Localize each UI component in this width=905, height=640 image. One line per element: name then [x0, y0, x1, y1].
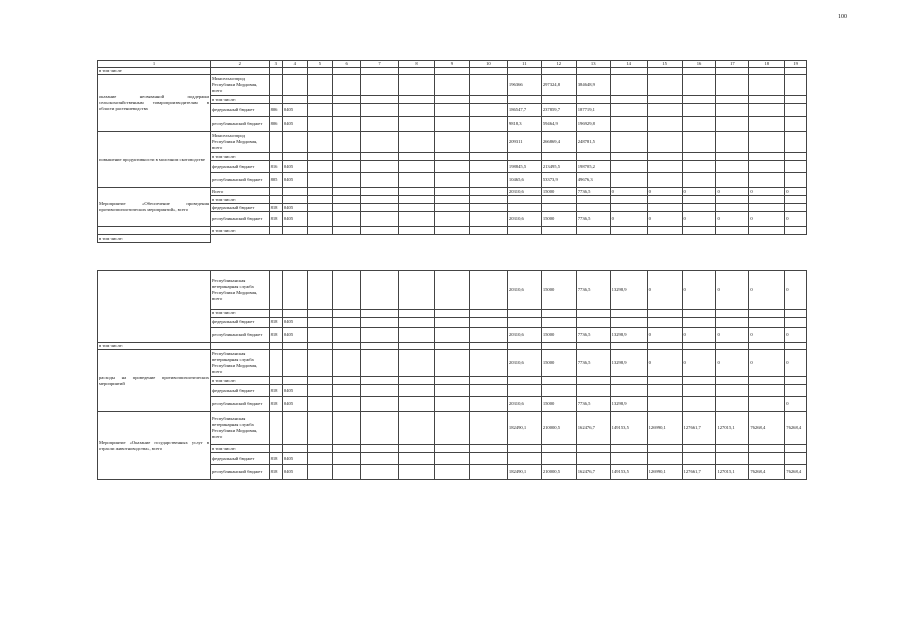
header-cell: 14	[610, 61, 647, 68]
code-cell: 0405	[282, 453, 307, 465]
header-cell: 9	[434, 61, 469, 68]
row-label: в том числе	[98, 68, 211, 75]
value-cell: 15000	[541, 397, 576, 412]
code-cell: 805	[269, 173, 282, 188]
value-cell: 266869,4	[541, 132, 576, 153]
measure-description: Мероприятие «Оказание государственных услуг в отрасли животноводства», всего	[98, 412, 211, 480]
value-cell: 0	[682, 212, 716, 227]
code-cell: 806	[269, 117, 282, 132]
value-cell: 0	[749, 188, 785, 196]
value-cell: 0	[785, 188, 807, 196]
value-cell: 182490,1	[507, 412, 541, 445]
value-cell: 0	[682, 271, 716, 310]
value-cell: 186547,7	[507, 104, 541, 117]
value-cell: 237859,7	[541, 104, 576, 117]
header-cell: 10	[469, 61, 507, 68]
value-cell: 0	[610, 212, 647, 227]
budget-type: федеральный бюджет	[211, 385, 270, 397]
value-cell: 248781,5	[576, 132, 610, 153]
value-cell: 76268,4	[785, 465, 807, 480]
code-cell: 818	[269, 397, 282, 412]
table-row	[98, 412, 807, 445]
value-cell: 162476,7	[576, 465, 610, 480]
budget-type: республиканский бюджет	[211, 117, 270, 132]
value-cell: 0	[610, 188, 647, 196]
value-cell: 0	[785, 397, 807, 412]
value-cell: 59464,9	[541, 117, 576, 132]
value-cell: 13298,9	[610, 397, 647, 412]
value-cell: 0	[647, 328, 682, 343]
row-label: в том числе:	[98, 235, 211, 243]
value-cell: 13298,9	[610, 350, 647, 377]
value-cell: 0	[647, 188, 682, 196]
executor-name: Минсельхозпрод Республики Мордовия, всего	[211, 75, 270, 96]
value-cell: 15000	[541, 328, 576, 343]
header-cell: 17	[716, 61, 749, 68]
value-cell: 13298,9	[610, 271, 647, 310]
value-cell: 20310,6	[507, 397, 541, 412]
code-cell: 816	[269, 161, 282, 173]
row-label: в том числе:	[211, 196, 270, 204]
budget-type: республиканский бюджет	[211, 465, 270, 480]
value-cell: 149153,5	[610, 412, 647, 445]
budget-type: федеральный бюджет	[211, 161, 270, 173]
row-label: в том числе:	[211, 96, 270, 104]
value-cell: 126990,1	[647, 465, 682, 480]
value-cell: 0	[682, 328, 716, 343]
row-label: в том числе:	[211, 310, 270, 318]
value-cell: 196366	[507, 75, 541, 96]
code-cell: 0405	[282, 318, 307, 328]
header-cell: 7	[361, 61, 399, 68]
code-cell: 0405	[282, 385, 307, 397]
value-cell: 209311	[507, 132, 541, 153]
budget-type: республиканский бюджет	[211, 397, 270, 412]
value-cell: 0	[785, 350, 807, 377]
code-cell: 818	[269, 453, 282, 465]
budget-type: федеральный бюджет	[211, 453, 270, 465]
value-cell: 15000	[541, 188, 576, 196]
value-cell: 13298,9	[610, 328, 647, 343]
code-cell: 0405	[282, 204, 307, 212]
value-cell: 76268,4	[785, 412, 807, 445]
row-label: в том числе:	[211, 445, 270, 453]
code-cell: 818	[269, 385, 282, 397]
value-cell: 127661,7	[682, 465, 716, 480]
value-cell: 76268,4	[749, 465, 785, 480]
value-cell: 127661,7	[682, 412, 716, 445]
column-number-row	[98, 61, 807, 68]
table-row	[98, 227, 807, 235]
value-cell: 182490,1	[507, 465, 541, 480]
code-cell: 0405	[282, 104, 307, 117]
measure-description: оказание несвязанной поддержки сельскохозяйственным товаропроизводителям в области растениеводства	[98, 75, 211, 132]
value-cell: 127015,1	[716, 465, 749, 480]
executor-name: Республиканская ветеринарная служба Республики Мордовия, всего	[211, 412, 270, 445]
value-cell	[647, 397, 682, 412]
value-cell: 0	[716, 188, 749, 196]
value-cell: 20310,6	[507, 271, 541, 310]
value-cell: 0	[682, 188, 716, 196]
measure-description: Мероприятие «Обеспечение проведения противоэпизоотических мероприятий», всего	[98, 188, 211, 227]
code-cell: 0405	[282, 117, 307, 132]
value-cell: 0	[716, 328, 749, 343]
value-cell: 0	[749, 271, 785, 310]
table-row	[98, 235, 807, 243]
value-cell: 198705,2	[576, 161, 610, 173]
value-cell	[716, 397, 749, 412]
value-cell: 7736,5	[576, 328, 610, 343]
code-cell: 806	[269, 104, 282, 117]
budget-type: республиканский бюджет	[211, 173, 270, 188]
value-cell: 187719,1	[576, 104, 610, 117]
code-cell: 0405	[282, 465, 307, 480]
value-cell: 0	[716, 271, 749, 310]
value-cell: 7736,5	[576, 397, 610, 412]
value-cell: 15000	[541, 212, 576, 227]
value-cell: 0	[716, 350, 749, 377]
value-cell: 384648,9	[576, 75, 610, 96]
table-row	[98, 343, 807, 350]
code-cell: 0405	[282, 212, 307, 227]
value-cell: 213495,5	[541, 161, 576, 173]
value-cell: 0	[647, 350, 682, 377]
header-cell: 6	[333, 61, 361, 68]
value-cell: 198845,5	[507, 161, 541, 173]
code-cell: 0405	[282, 161, 307, 173]
value-cell: 53373,9	[541, 173, 576, 188]
header-cell: 4	[282, 61, 307, 68]
budget-type: республиканский бюджет	[211, 328, 270, 343]
value-cell: 0	[647, 271, 682, 310]
value-cell: 20310,6	[507, 350, 541, 377]
value-cell: 0	[749, 350, 785, 377]
value-cell: 149153,5	[610, 465, 647, 480]
value-cell: 127015,1	[716, 412, 749, 445]
budget-type: федеральный бюджет	[211, 204, 270, 212]
header-cell: 16	[682, 61, 716, 68]
budget-type: федеральный бюджет	[211, 318, 270, 328]
table-row	[98, 350, 807, 377]
value-cell: 7736,5	[576, 212, 610, 227]
measure-description: повышение продуктивности в молочном скотоводстве	[98, 132, 211, 188]
value-cell: 20310,6	[507, 328, 541, 343]
executor-name: Всего	[211, 188, 270, 196]
code-cell: 0405	[282, 397, 307, 412]
budget-table-continued	[97, 270, 807, 480]
value-cell: 297324,8	[541, 75, 576, 96]
value-cell: 15000	[541, 350, 576, 377]
code-cell: 0405	[282, 328, 307, 343]
header-cell: 15	[647, 61, 682, 68]
table-row	[98, 132, 807, 153]
executor-name: Минсельхозпрод Республики Мордовия, всего	[211, 132, 270, 153]
value-cell: 0	[785, 271, 807, 310]
row-label: в том числе:	[98, 343, 211, 350]
value-cell: 7736,5	[576, 271, 610, 310]
budget-type: федеральный бюджет	[211, 104, 270, 117]
page-number: 100	[838, 14, 847, 20]
value-cell: 0	[716, 212, 749, 227]
header-cell: 1	[98, 61, 211, 68]
value-cell: 210000,5	[541, 412, 576, 445]
executor-name: Республиканская ветеринарная служба Республики Мордовия, всего	[211, 350, 270, 377]
value-cell: 0	[647, 212, 682, 227]
value-cell: 210000,5	[541, 465, 576, 480]
header-cell: 18	[749, 61, 785, 68]
row-label: в том числе:	[211, 227, 270, 235]
code-cell: 818	[269, 318, 282, 328]
value-cell: 15000	[541, 271, 576, 310]
value-cell	[682, 397, 716, 412]
value-cell: 20310,6	[507, 212, 541, 227]
value-cell: 162476,7	[576, 412, 610, 445]
value-cell: 10465,6	[507, 173, 541, 188]
header-cell: 3	[269, 61, 282, 68]
header-cell: 11	[507, 61, 541, 68]
value-cell: 196929,8	[576, 117, 610, 132]
code-cell: 818	[269, 204, 282, 212]
code-cell: 818	[269, 328, 282, 343]
header-cell: 2	[211, 61, 270, 68]
code-cell: 0405	[282, 173, 307, 188]
table-row	[98, 188, 807, 196]
measure-description: расходы на проведение противоэпизоотических мероприятий	[98, 350, 211, 412]
row-label: в том числе:	[211, 153, 270, 161]
code-cell: 818	[269, 465, 282, 480]
value-cell: 0	[785, 328, 807, 343]
header-cell: 19	[785, 61, 807, 68]
header-cell: 5	[307, 61, 333, 68]
budget-type: республиканский бюджет	[211, 212, 270, 227]
value-cell: 0	[749, 212, 785, 227]
row-label: в том числе:	[211, 377, 270, 385]
value-cell: 0	[749, 328, 785, 343]
value-cell	[749, 397, 785, 412]
table-row	[98, 271, 807, 310]
header-cell: 13	[576, 61, 610, 68]
table-row	[98, 75, 807, 96]
table-row	[98, 68, 807, 75]
value-cell: 126990,1	[647, 412, 682, 445]
header-cell: 8	[399, 61, 435, 68]
value-cell: 20310,6	[507, 188, 541, 196]
value-cell: 9818,3	[507, 117, 541, 132]
value-cell: 0	[682, 350, 716, 377]
budget-table	[97, 60, 807, 243]
code-cell: 818	[269, 212, 282, 227]
value-cell: 76268,4	[749, 412, 785, 445]
value-cell: 0	[785, 212, 807, 227]
header-cell: 12	[541, 61, 576, 68]
value-cell: 7736,5	[576, 188, 610, 196]
value-cell: 49676,3	[576, 173, 610, 188]
value-cell: 7736,5	[576, 350, 610, 377]
executor-name: Республиканская ветеринарная служба Республики Мордовия, всего	[211, 271, 270, 310]
